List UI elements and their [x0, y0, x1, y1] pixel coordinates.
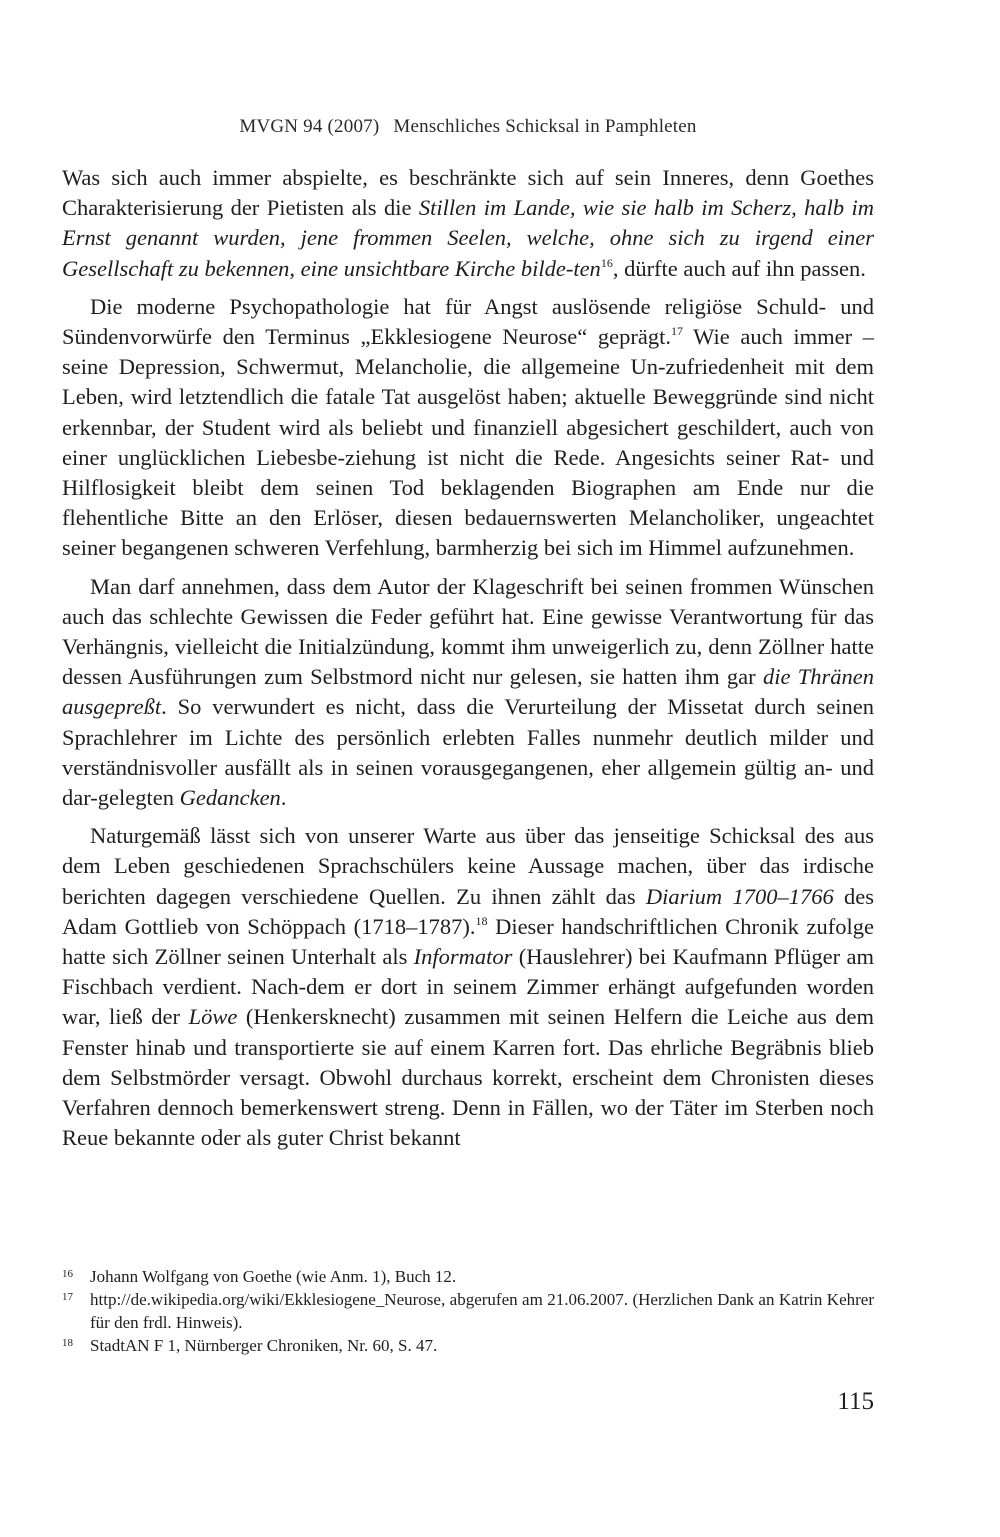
footnote-17	[62, 1288, 874, 1334]
footnote-16	[62, 1265, 874, 1288]
footnote-text: StadtAN F 1, Nürnberger Chroniken, Nr. 60, S. 47.	[90, 1336, 438, 1355]
footnote-ref-17: 17	[670, 324, 683, 339]
quote-gedancken: Gedancken	[179, 785, 281, 811]
goethe-quote: Stillen im Lande, wie sie halb im Scherz, halb im Ernst genannt wurden, jene frommen Seelen, welche, ohne sich zu irgend einer Gesellschaft zu bekennen, eine unsichtbare Kirche bilde-ten	[62, 195, 875, 281]
paragraph-3: Man darf annehmen, dass dem Autor der Klageschrift bei seinen frommen Wünschen auch das schlechte Gewissen die Feder geführt hat. Eine gewisse Verantwortung für das Verhängnis, vielleicht die Initialzündung, kommt ihm unweigerlich zu, denn Zöllner hatte dessen Ausführungen zum Selbstmord nicht nur gelesen, sie hatten ihm gar die Thränen ausgepreßt. So verwundert es nicht, dass die Verurteilung der Missetat durch seinen Sprachlehrer im Lichte des persönlich erlebten Falles nunmehr deutlich milder und verständnisvoller ausfällt als in seinen vorausgegangenen, eher allgemein gültig an- und dar-gelegten Gedancken.	[62, 573, 874, 811]
footnote-number: 16	[62, 1268, 73, 1280]
diarium-title: Diarium 1700–1766	[645, 883, 834, 909]
footnote-ref-18: 18	[475, 913, 488, 928]
journal-reference: MVGN 94 (2007)	[239, 116, 380, 137]
term-loewe: Löwe	[188, 1004, 238, 1030]
term-informator: Informator	[413, 944, 513, 970]
footnote-number: 18	[62, 1337, 73, 1349]
footnote-number: 17	[62, 1291, 73, 1303]
quote-thraenen: die Thränen ausgepreßt	[62, 664, 874, 720]
paragraph-4: Naturgemäß lässt sich von unserer Warte aus über das jenseitige Schicksal des aus dem Leben geschiedenen Sprachschülers keine Aussage machen, über das irdische berichten dagegen verschiedene Quellen. Zu ihnen zählt das Diarium 1700–1766 des Adam Gottlieb von Schöppach (1718–1787).$^{18}$ Dieser handschriftlichen Chronik zufolge hatte sich Zöllner seinen Unterhalt als Informator (Hauslehrer) bei Kaufmann Pflüger am Fischbach verdient. Nach-dem er dort in seinem Zimmer erhängt aufgefunden worden war, ließ der Löwe (Henkersknecht) zusammen mit seinen Helfern die Leiche aus dem Fenster hinab und transportierte sie auf einem Karren fort. Das ehrliche Begräbnis blieb dem Selbstmörder versagt. Obwohl durchaus korrekt, erscheint dem Chronisten dieses Verfahren dennoch bemerkenswert streng. Denn in Fällen, wo der Täter im Sterben noch Reue bekannte oder als guter Christ bekannt	[62, 823, 875, 1151]
footnote-18	[62, 1334, 874, 1357]
running-title: Menschliches Schicksal in Pamphleten	[393, 116, 697, 137]
footnote-ref-16: 16	[600, 255, 613, 270]
footnote-text: http://de.wikipedia.org/wiki/Ekklesiogene_Neurose, abgerufen am 21.06.2007. (Herzlichen Dank an Katrin Kehrer für den frdl. Hinweis).	[90, 1290, 874, 1332]
footnotes	[62, 1265, 874, 1357]
body-text	[62, 163, 874, 1154]
paragraph-1: Was sich auch immer abspielte, es beschränkte sich auf sein Inneres, denn Goethes Charakterisierung der Pietisten als die Stillen im Lande, wie sie halb im Scherz, halb im Ernst genannt wurden, jene frommen Seelen, welche, ohne sich zu irgend einer Gesellschaft zu bekennen, eine unsichtbare Kirche bilde-ten$^{16}$, dürfte auch auf ihn passen.	[62, 165, 875, 281]
paragraph-2: Die moderne Psychopathologie hat für Angst auslösende religiöse Schuld- und Sündenvorwürfe den Terminus „Ekklesiogene Neurose“ geprägt.$^{17}$ Wie auch immer – seine Depression, Schwermut, Melancholie, die allgemeine Un-zufriedenheit mit dem Leben, wird letztendlich die fatale Tat ausgelöst haben; aktuelle Beweggründe sind nicht erkennbar, der Student wird als beliebt und finanziell abgesichert geschildert, auch von einer unglücklichen Liebesbe-ziehung ist nicht die Rede. Angesichts seiner Rat- und Hilflosigkeit bleibt dem seinen Tod beklagenden Biographen am Ende nur die flehentliche Bitte an den Erlöser, diesen bedauernswerten Melancholiker, ungeachtet seiner begangenen schweren Verfehlung, barmherzig bei sich im Himmel aufzunehmen.	[62, 293, 875, 561]
page-number: 115	[837, 1388, 874, 1415]
footnote-text: Johann Wolfgang von Goethe (wie Anm. 1), Buch 12.	[90, 1267, 457, 1286]
running-head	[62, 116, 874, 138]
